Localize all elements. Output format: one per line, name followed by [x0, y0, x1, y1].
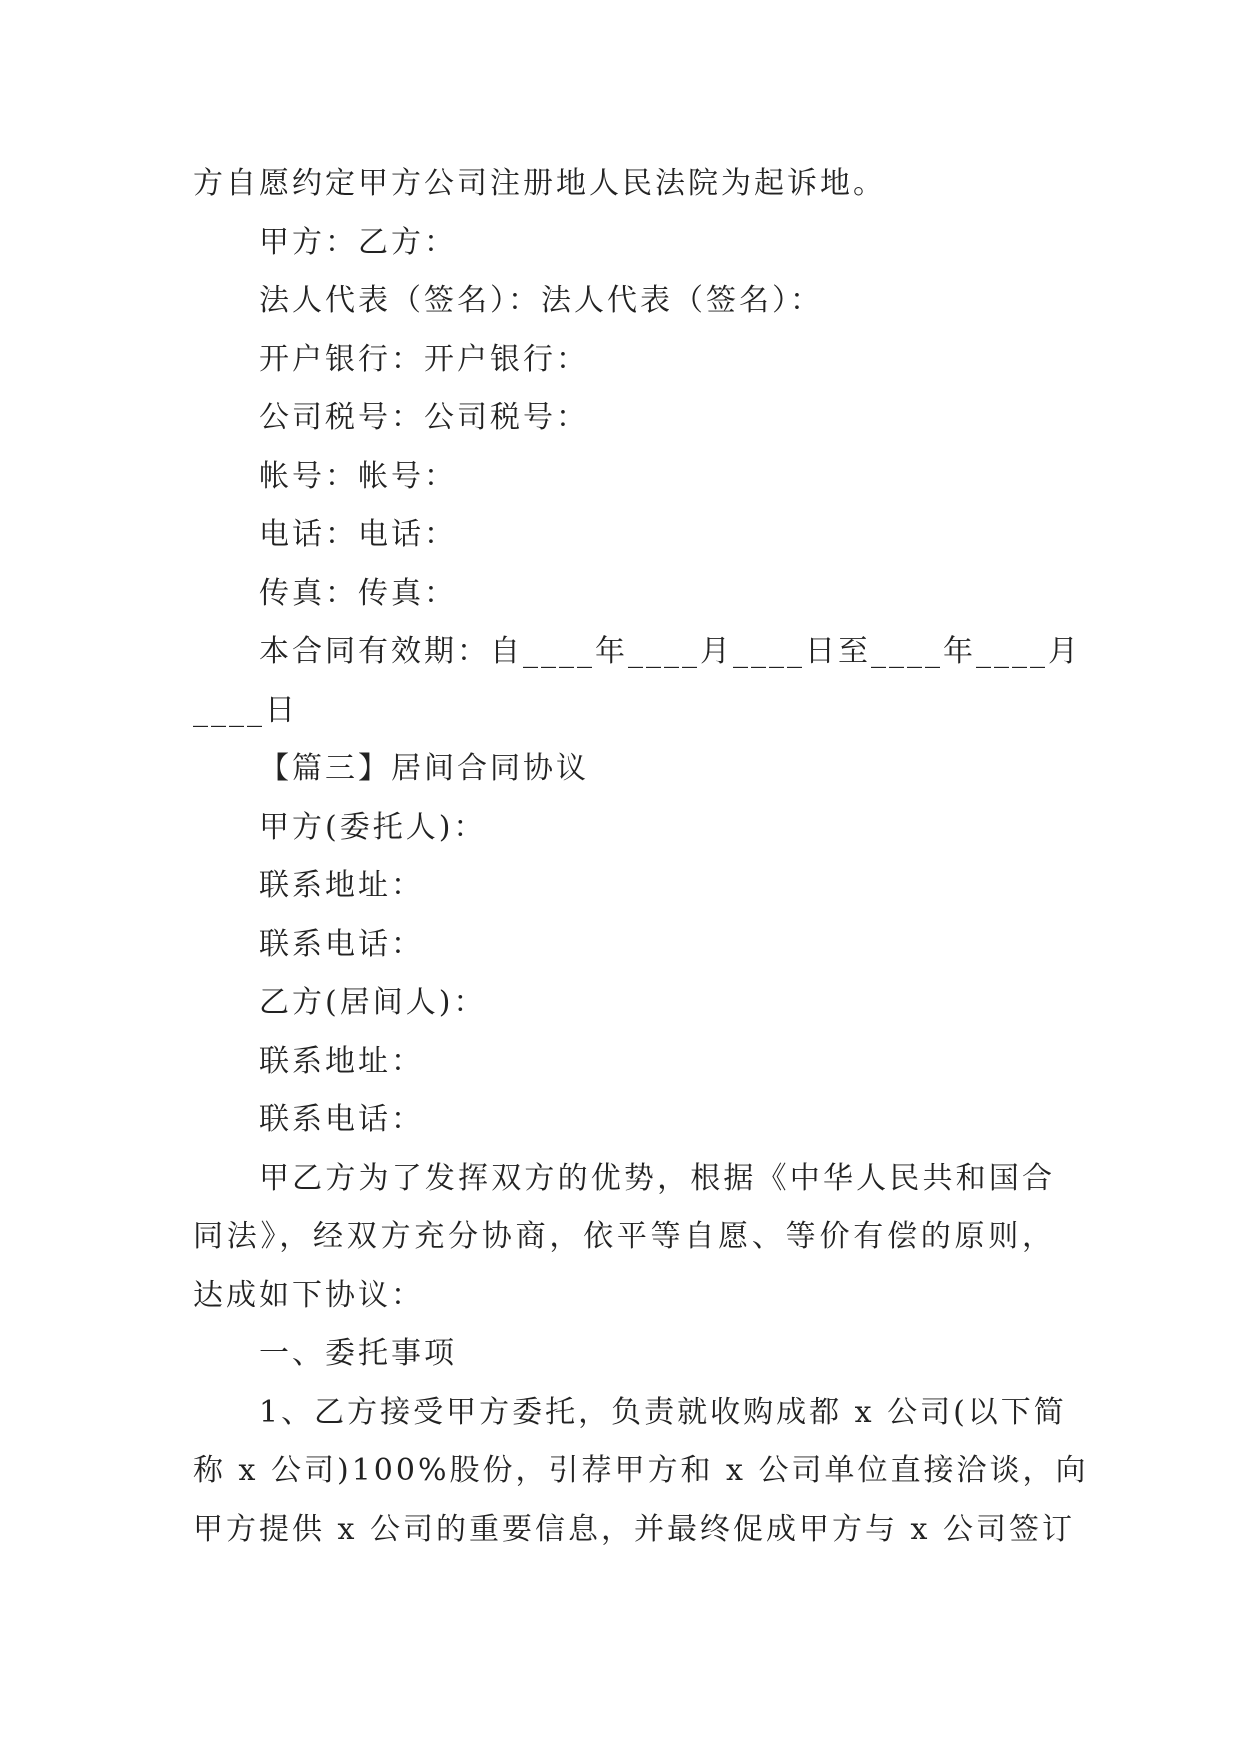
text-line: 甲方提供 x 公司的重要信息，并最终促成甲方与 x 公司签订	[193, 1511, 1075, 1547]
text-line: 联系电话：	[259, 926, 424, 962]
text-line: 达成如下协议：	[193, 1277, 424, 1313]
document-body	[193, 155, 1089, 1559]
text-line: 联系电话：	[259, 1102, 424, 1137]
text-line: 称 x 公司)100%股份，引荐甲方和 x 公司单位直接洽谈，向	[193, 1453, 1089, 1488]
text-line: ____日	[193, 692, 298, 728]
text-line: 公司税号：公司税号：	[259, 400, 589, 435]
text-line: 1、乙方接受甲方委托，负责就收购成都 x 公司(以下简	[259, 1394, 1067, 1430]
text-line: 联系地址：	[259, 868, 424, 903]
text-line: 【篇三】居间合同协议	[259, 751, 589, 786]
text-line: 一、委托事项	[259, 1336, 457, 1371]
text-line: 同法》，经双方充分协商，依平等自愿、等价有偿的原则，	[193, 1219, 1055, 1254]
text-line: 电话：电话：	[259, 517, 457, 552]
text-line: 甲乙方为了发挥双方的优势，根据《中华人民共和国合	[259, 1160, 1055, 1196]
text-line: 帐号：帐号：	[259, 458, 457, 494]
text-line: 本合同有效期：自____年____月____日至____年____月	[259, 634, 1081, 669]
text-line: 开户银行：开户银行：	[259, 341, 589, 377]
text-line: 甲方(委托人)：	[259, 809, 487, 845]
text-line: 法人代表（签名）：法人代表（签名）：	[259, 283, 823, 318]
text-line: 乙方(居间人)：	[259, 985, 487, 1020]
text-line: 方自愿约定甲方公司注册地人民法院为起诉地。	[193, 166, 886, 201]
text-line: 联系地址：	[259, 1043, 424, 1079]
text-line: 甲方：乙方：	[259, 224, 457, 260]
text-line: 传真：传真：	[259, 575, 457, 611]
